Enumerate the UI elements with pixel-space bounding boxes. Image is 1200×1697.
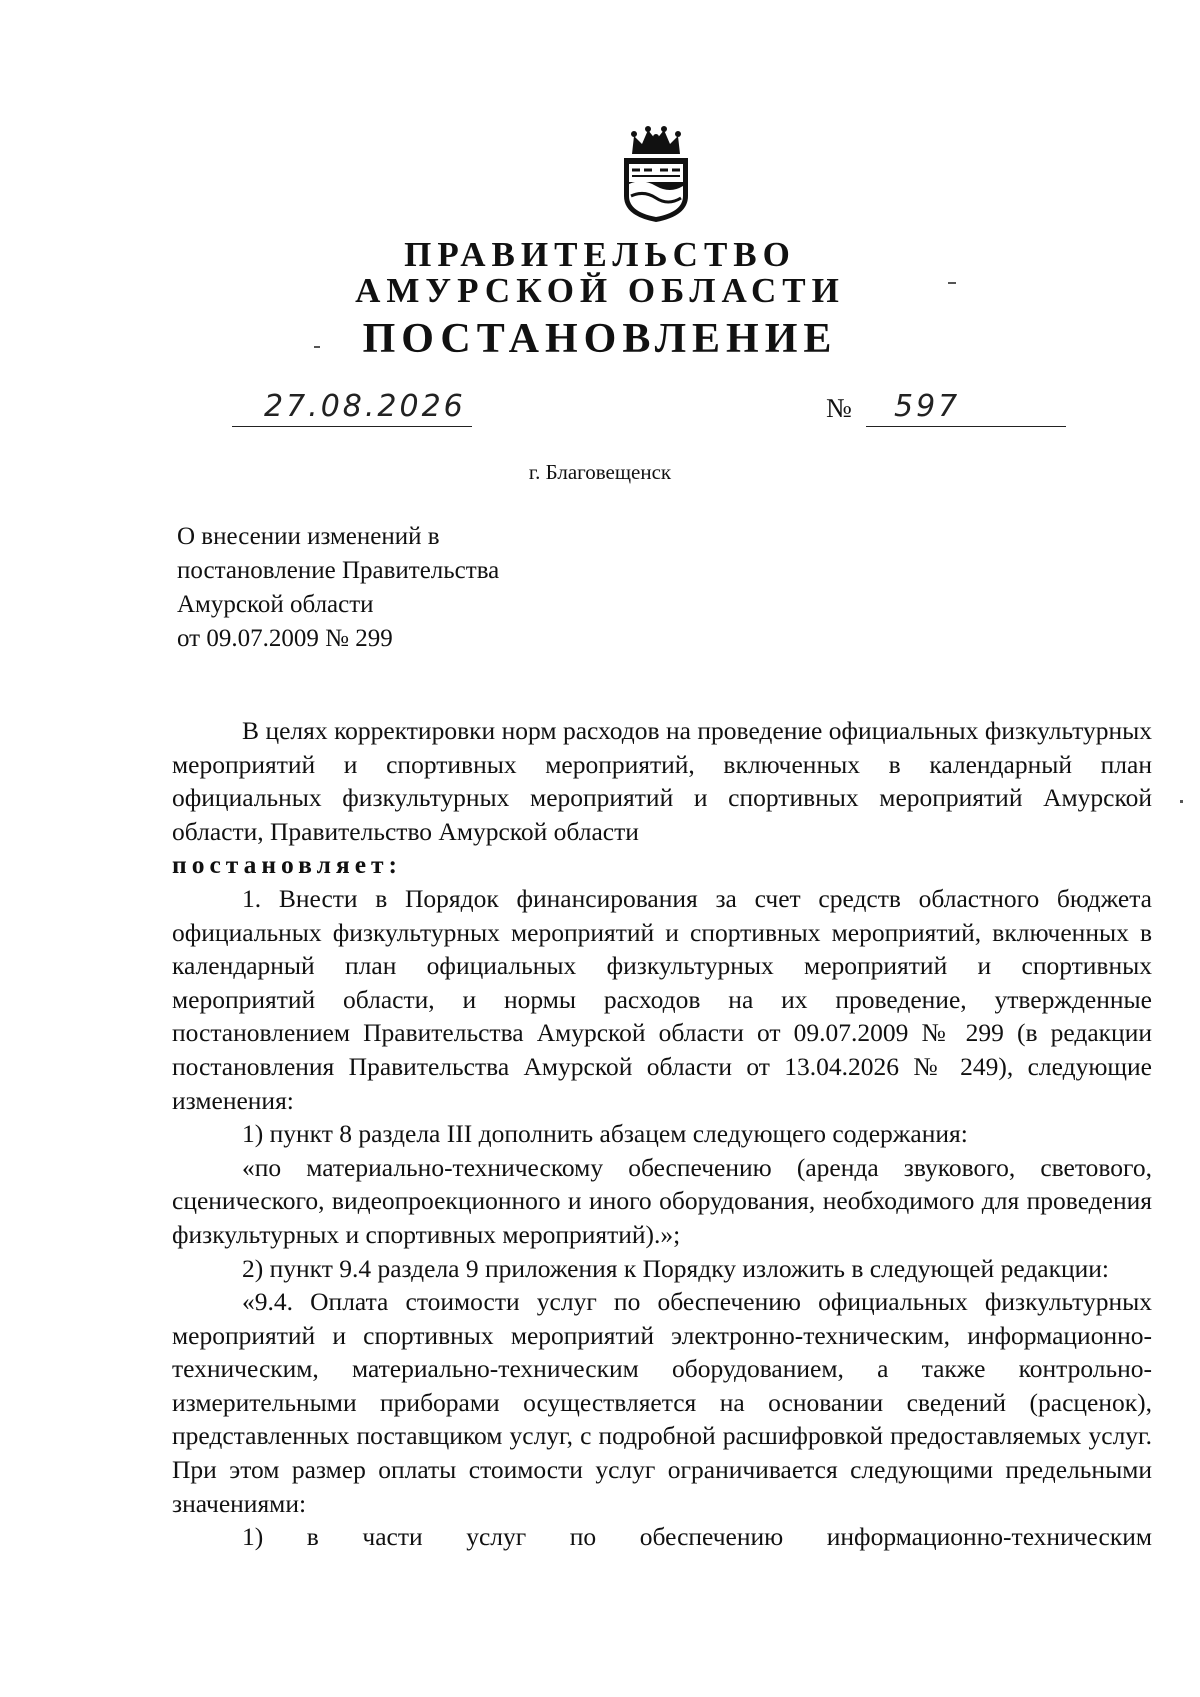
sub-item-1-paragraph: 1) пункт 8 раздела III дополнить абзацем следующего содержания: xyxy=(242,1119,968,1149)
city-name: г. Благовещенск xyxy=(528,460,672,484)
sub-item-2-point-1-paragraph: 1) в части услуг по обеспечению информационно-техническим xyxy=(242,1522,1152,1552)
subject-line: Амурской области xyxy=(177,591,374,618)
org-name-line-1: ПРАВИТЕЛЬСТВО xyxy=(404,235,796,274)
item-1-paragraph: 1. Внести в Порядок финансирования за счет средств областного бюджета официальных физкультурных мероприятий и спортивных мероприятий, включенных в календарный план официальных физкультурных мероприятий и спортивных мероприятий области, и нормы расходов на их проведение, утвержденные постановлением Правительства Амурской области от 09.07.2009 № 299 (в редакции постановления Правительства Амурской области от 13.04.2026 № 249), следующие изменения: xyxy=(172,883,1152,1115)
scan-mark xyxy=(948,282,956,284)
document-subject xyxy=(177,520,697,656)
subject-line: О внесении изменений в xyxy=(177,523,440,550)
resolves-paragraph xyxy=(172,848,1152,882)
handwritten-date: 27.08.2026 xyxy=(264,389,466,424)
document-type-title: ПОСТАНОВЛЕНИЕ xyxy=(362,316,838,362)
date-field xyxy=(232,389,472,427)
amur-region-coat-of-arms-icon xyxy=(614,124,698,224)
subject-line: от 09.07.2009 № 299 xyxy=(177,625,393,652)
document-body xyxy=(172,714,1152,1554)
sub-item-2-quote-paragraph: «9.4. Оплата стоимости услуг по обеспечению официальных физкультурных мероприятий и спортивных мероприятий электронно-техническим, информационно-техническим, материально-техническим оборудованием, а также контрольно-измерительными приборами осуществляется на основании сведений (расценок), представленных поставщиком услуг, с подробной расшифровкой предоставляемых услуг. При этом размер оплаты стоимости услуг ограничивается следующими предельными значениями: xyxy=(172,1287,1152,1518)
number-field xyxy=(866,389,1066,427)
org-name-line-2: АМУРСКОЙ ОБЛАСТИ xyxy=(355,271,845,310)
scan-mark xyxy=(314,346,320,348)
sub-item-1-quote-paragraph: «по материально-техническому обеспечению (аренда звукового, светового, сценического, видеопроекционного и иного оборудования, необходимого для проведения физкультурных и спортивных мероприятий).»; xyxy=(172,1152,1152,1249)
preamble-paragraph: В целях корректировки норм расходов на проведение официальных физкультурных мероприятий и спортивных мероприятий, включенных в календарный план официальных физкультурных мероприятий и спортивных мероприятий Амурской области, Правительство Амурской области xyxy=(172,716,1152,846)
number-label: № xyxy=(826,393,852,423)
subject-line: постановление Правительства xyxy=(177,557,500,584)
scan-mark xyxy=(1180,800,1183,803)
handwritten-number: 597 xyxy=(894,389,961,424)
sub-item-2-paragraph: 2) пункт 9.4 раздела 9 приложения к Порядку изложить в следующей редакции: xyxy=(242,1253,1110,1283)
resolves-word: постановляет: xyxy=(172,850,403,880)
